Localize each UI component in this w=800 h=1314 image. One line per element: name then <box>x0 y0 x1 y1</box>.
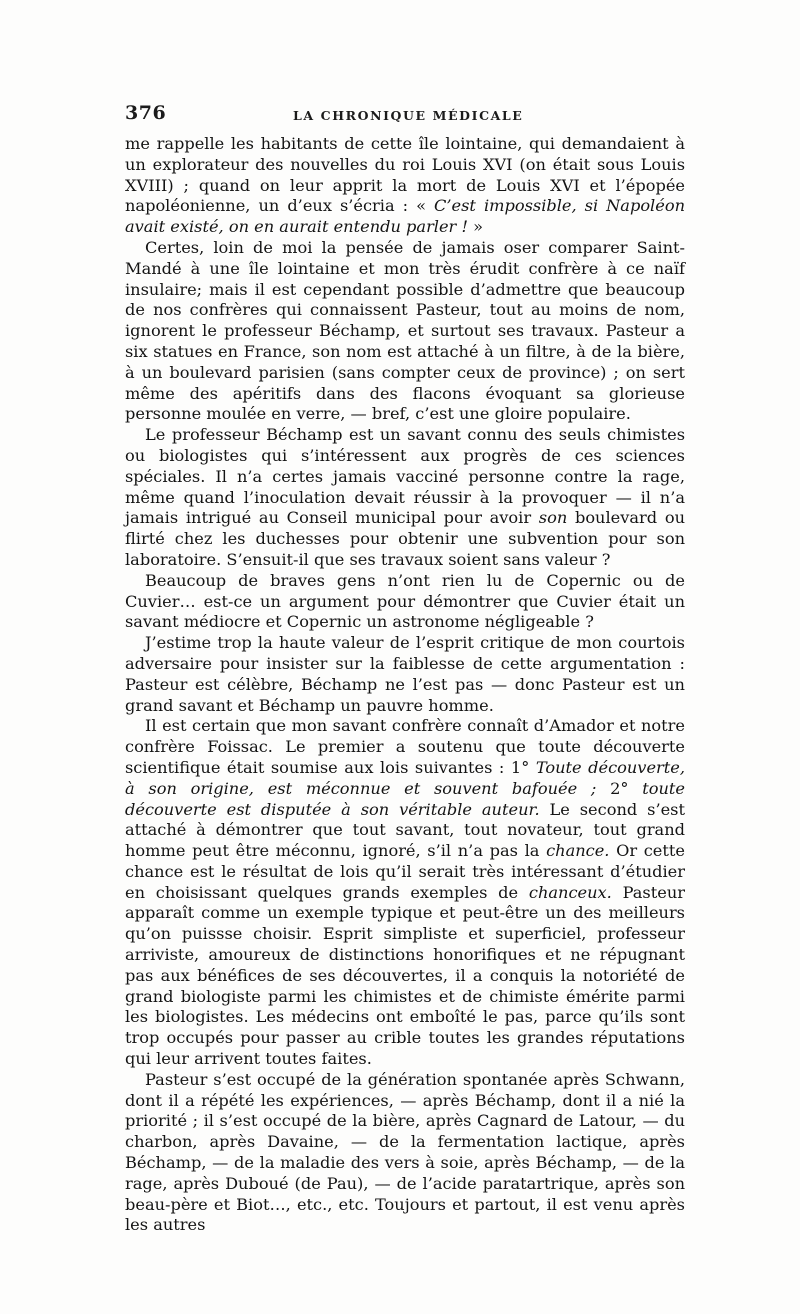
paragraph <box>125 238 685 425</box>
paragraph <box>125 134 685 238</box>
text-run: Or cette chance est le résultat de lois qu’il serait très intéressant d’étudier en choisissant quelques grands exemples de <box>125 841 685 902</box>
italic-run: son <box>538 508 568 528</box>
text-run: Le second s’est attaché à démontrer que tout savant, tout novateur, tout grand homme peut être méconnu, ignoré, s’il n’a pas la <box>125 799 685 861</box>
italic-run: chanceux. <box>528 882 612 902</box>
italic-run: Toute découverte, à son origine, est méconnue et souvent bafouée ; <box>125 757 685 798</box>
text-run: Beaucoup de braves gens n’ont rien lu de Copernic ou de Cuvier… est-ce un argument pour démontrer que Cuvier était un savant médiocre et Copernic un astronome négligeable ? <box>125 570 685 632</box>
text-run: boulevard ou flirté chez les duchesses pour obtenir une subvention pour son laboratoire. S’ensuit-il que ses travaux soient sans valeur ? <box>125 508 685 569</box>
text-run: 2° <box>596 778 643 798</box>
italic-run: toute découverte est disputée à son véritable auteur. <box>125 778 686 819</box>
paragraph <box>125 633 685 716</box>
italic-run: C’est impossible, si Napoléon avait existé, on en aurait entendu parler ! <box>125 196 685 237</box>
text-run: Certes, loin de moi la pensée de jamais oser comparer Saint-Mandé à une île lointaine et mon très érudit confrère à ce naïf insulaire; mais il est cependant possible d’admettre que beaucoup de nos confrères qui connaissent Pasteur, tout au moins de nom, ignorent le professeur Béchamp, et surtout ses travaux. Pasteur a six statues en France, son nom est attaché à un filtre, à de la bière, à un boulevard parisien (sans compter ceux de province) ; on sert même des apéritifs dans des flacons évoquant sa glorieuse personne moulée en verre, — bref, c’est une gloire populaire. <box>125 237 685 424</box>
paragraph <box>125 1070 685 1236</box>
text-run: Pasteur apparaît comme un exemple typique et peut-être un des meilleurs qu’on puissse choisir. Esprit simpliste et superficiel, professeur arriviste, amoureux de distinctions honorifiques et ne répugnant pas aux bénéfices de ses découvertes, il a conquis la notoriété de grand biologiste parmi les chimistes et de chimiste émérite parmi les biologistes. Les médecins ont emboîté le pas, parce qu’ils sont trop occupés pour passer au crible toutes les grandes réputations qui leur arrivent toutes faites. <box>125 882 685 1069</box>
paragraph <box>125 425 685 571</box>
paragraph <box>125 571 685 633</box>
page-header <box>125 102 685 128</box>
italic-run: chance. <box>546 841 610 861</box>
text-run: Pasteur s’est occupé de la génération spontanée après Schwann, dont il a répété les expériences, — après Béchamp, dont il a nié la priorité ; il s’est occupé de la bière, après Cagnard de Latour, — du charbon, après Davaine, — de la fermentation lactique, après Béchamp, — de la maladie des vers à soie, après Béchamp, — de la rage, après Duboué (de Pau), — de l’acide paratartrique, après son beau-père et Biot…, etc., etc. Toujours et partout, il est venu après les autres <box>125 1069 685 1235</box>
page-number: 376 <box>125 102 167 124</box>
body-text <box>125 134 685 1236</box>
running-title: LA CHRONIQUE MÉDICALE <box>293 108 524 123</box>
text-run: » <box>467 217 484 237</box>
text-run: Le professeur Béchamp est un savant connu des seuls chimistes ou biologistes qui s’intéressent aux progrès de ces sciences spéciales. Il n’a certes jamais vacciné personne contre la rage, même quand l’inoculation devait réussir à la provoquer — il n’a jamais intrigué au Conseil municipal pour avoir <box>125 425 685 528</box>
text-run: me rappelle les habitants de cette île lointaine, qui demandaient à un explorateur des nouvelles du roi Louis XVI (on était sous Louis XVIII) ; quand on leur apprit la mort de Louis XVI et l’épopée napoléonienne, un d’eux s’écria : « <box>125 134 685 216</box>
text-run: Il est certain que mon savant confrère connaît d’Amador et notre confrère Foissac. Le premier a soutenu que toute découverte scientifique était soumise aux lois suivantes : 1° <box>125 716 685 777</box>
text-run: J’estime trop la haute valeur de l’esprit critique de mon courtois adversaire pour insister sur la faiblesse de cette argumentation : Pasteur est célèbre, Béchamp ne l’est pas — donc Pasteur est un grand savant et Béchamp un pauvre homme. <box>125 633 685 715</box>
paragraph <box>125 716 685 1070</box>
